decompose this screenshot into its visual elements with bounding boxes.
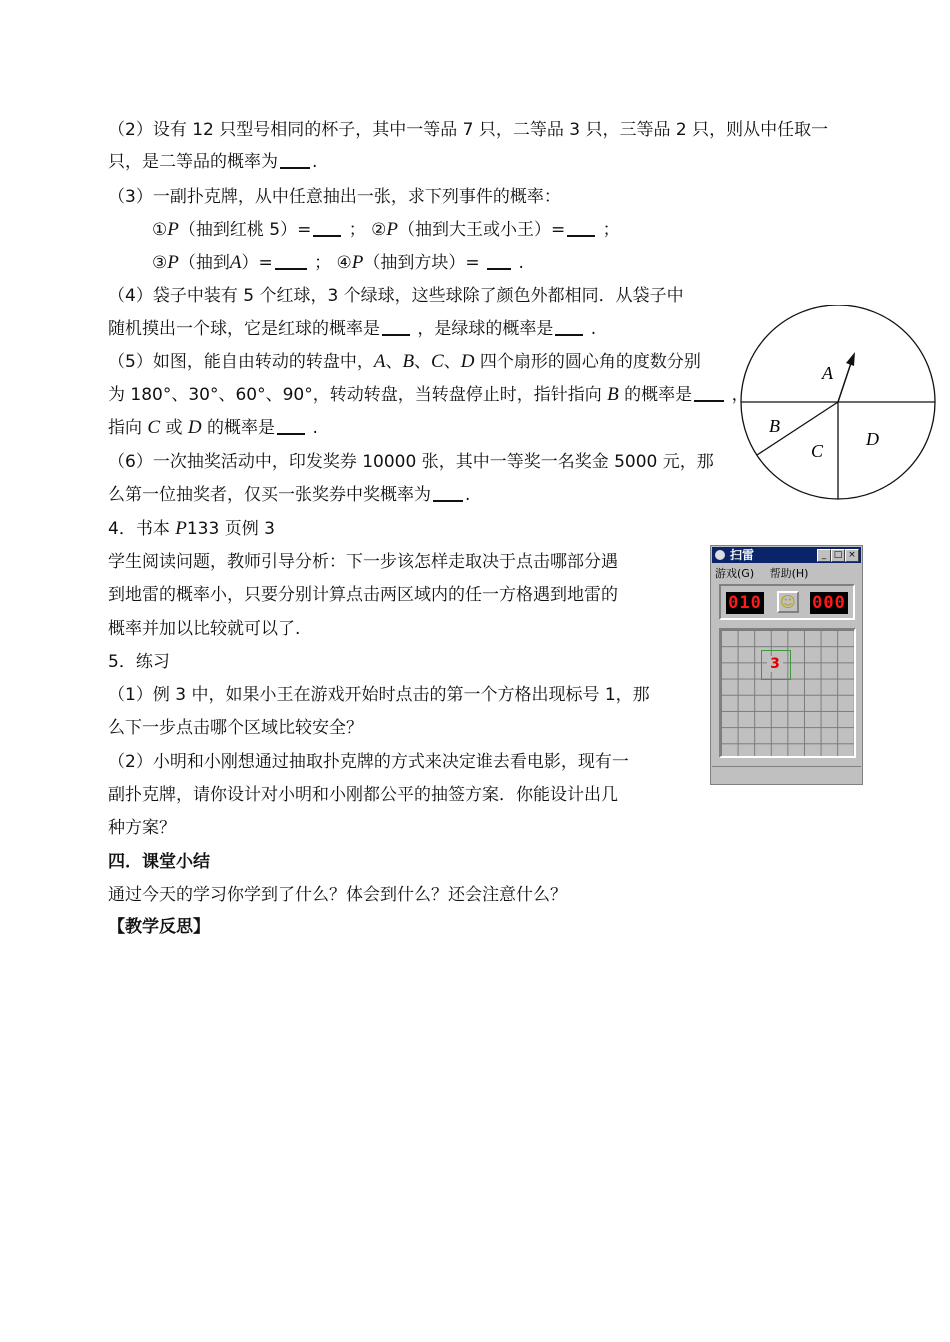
- text-line: [108, 850, 210, 874]
- text-run: （抽到: [178, 253, 230, 273]
- text-run: .: [307, 418, 318, 438]
- timer-display: 000: [810, 592, 848, 614]
- text-run: ）=: [241, 253, 273, 273]
- minesweeper-title: 扫雷: [730, 548, 755, 562]
- text-run: （抽到大王或小王）=: [398, 220, 566, 240]
- text-line: [108, 783, 618, 807]
- answer-blank: [280, 150, 310, 169]
- text-run: （抽到方块）=: [363, 253, 486, 273]
- text-run: 、: [414, 352, 432, 372]
- text-run: 或: [160, 418, 188, 438]
- spinner-pointer: [838, 363, 851, 402]
- maximize-button[interactable]: □: [831, 549, 845, 562]
- text-run: ③: [152, 253, 168, 273]
- answer-blank: [277, 416, 305, 435]
- text-run: 么第一位抽奖者，仅买一张奖券中奖概率为: [108, 485, 431, 505]
- text-run: 四个扇形的圆心角的度数分别: [474, 352, 701, 372]
- text-run: 副扑克牌，请你设计对小明和小刚都公平的抽签方案．你能设计出几: [108, 785, 618, 805]
- text-line: [108, 416, 318, 440]
- text-line: [108, 550, 618, 574]
- minefield-grid[interactable]: [719, 628, 856, 758]
- text-run: 的概率是: [201, 418, 276, 438]
- text-run: 只，是二等品的概率为: [108, 152, 278, 172]
- text-run: 么下一步点击哪个区域比较安全？: [108, 718, 363, 738]
- text-run: .: [312, 152, 318, 172]
- text-run: 、: [443, 352, 461, 372]
- text-run: ①: [152, 220, 168, 240]
- mine-counter: 010: [726, 592, 764, 614]
- math-variable: P: [167, 252, 179, 273]
- answer-blank: [487, 251, 511, 270]
- text-run: ，: [726, 385, 749, 405]
- text-run: 随机摸出一个球，它是红球的概率是: [108, 319, 380, 339]
- spinner-diagram: [738, 305, 938, 505]
- smiley-face-button[interactable]: ☺: [777, 591, 799, 613]
- section-heading: 四．课堂小结: [108, 852, 210, 872]
- math-variable: C: [431, 351, 444, 372]
- math-variable: B: [402, 351, 415, 372]
- text-run: 到地雷的概率小，只要分别计算点击两区域内的任一方格遇到地雷的: [108, 585, 618, 605]
- text-run: 5．练习: [108, 652, 170, 672]
- spinner-label-b: B: [769, 416, 780, 436]
- math-variable: D: [460, 351, 475, 372]
- text-run: 的概率是: [618, 385, 693, 405]
- text-run: 4．书本: [108, 519, 176, 539]
- text-run: 学生阅读问题，教师引导分析：下一步该怎样走取决于点击哪部分遇: [108, 552, 618, 572]
- answer-blank: [555, 317, 583, 336]
- text-line: [108, 650, 170, 674]
- text-line: [108, 317, 596, 341]
- text-line: [152, 251, 524, 275]
- text-line: [108, 517, 275, 541]
- text-line: [108, 683, 650, 707]
- answer-blank: [313, 218, 341, 237]
- text-line: [108, 883, 567, 907]
- text-run: 指向: [108, 418, 148, 438]
- minesweeper-titlebar: [712, 547, 861, 563]
- close-button[interactable]: ×: [845, 549, 859, 562]
- text-line: [108, 383, 749, 407]
- text-run: （2）设有 12 只型号相同的杯子，其中一等品 7 只，二等品 3 只，三等品 2 只，则从中任取一: [108, 120, 829, 140]
- text-run: （4）袋子中装有 5 个红球，3 个绿球，这些球除了颜色外都相同．从袋子中: [108, 286, 684, 306]
- text-line: [108, 150, 317, 174]
- text-run: 概率并加以比较就可以了.: [108, 619, 301, 639]
- text-line: [108, 483, 470, 507]
- answer-blank: [275, 251, 307, 270]
- text-run: .: [465, 485, 471, 505]
- answer-blank: [382, 317, 410, 336]
- text-run: 为 180°、30°、60°、90°，转动转盘，当转盘停止时，指针指向: [108, 385, 608, 405]
- section-heading: 【教学反思】: [108, 917, 210, 937]
- text-run: （2）小明和小刚想通过抽取扑克牌的方式来决定谁去看电影，现有一: [108, 752, 629, 772]
- math-variable: P: [167, 219, 179, 240]
- spinner-label-d: D: [866, 429, 879, 449]
- text-line: [108, 617, 300, 641]
- answer-blank: [433, 483, 463, 502]
- mine-app-icon: [715, 550, 725, 560]
- menu-game[interactable]: 游戏(G): [715, 567, 755, 580]
- spinner-pointer-arrowhead: [846, 352, 855, 366]
- text-line: [108, 450, 714, 474]
- text-line: [152, 218, 620, 242]
- text-run: .: [585, 319, 597, 339]
- text-line: [108, 816, 176, 840]
- text-run: （5）如图，能自由转动的转盘中，: [108, 352, 374, 372]
- text-line: [108, 583, 618, 607]
- revealed-cell-number: 3: [767, 656, 783, 672]
- text-run: 、: [385, 352, 403, 372]
- text-run: .: [513, 253, 524, 273]
- text-line: [108, 915, 210, 939]
- text-run: 种方案？: [108, 818, 176, 838]
- math-variable: A: [229, 252, 242, 273]
- text-line: [108, 118, 828, 142]
- spinner-label-a: A: [822, 363, 833, 383]
- menu-help[interactable]: 帮助(H): [769, 567, 809, 580]
- text-run: ；: [597, 220, 620, 240]
- minesweeper-menubar: [715, 565, 820, 581]
- math-variable: C: [147, 417, 161, 438]
- text-line: [108, 284, 684, 308]
- text-run: 通过今天的学习你学到了什么？体会到什么？还会注意什么？: [108, 885, 567, 905]
- answer-blank: [694, 383, 724, 402]
- spinner-label-c: C: [811, 441, 824, 461]
- text-run: （抽到红桃 5）=: [178, 220, 312, 240]
- minesweeper-footer: [712, 766, 861, 783]
- math-variable: P: [351, 252, 364, 273]
- text-run: ，是绿球的概率是: [412, 319, 554, 339]
- minesweeper-window: [710, 545, 863, 785]
- text-line: [108, 350, 701, 374]
- text-run: （3）一副扑克牌，从中任意抽出一张，求下列事件的概率：: [108, 187, 561, 207]
- text-run: （1）例 3 中，如果小王在游戏开始时点击的第一个方格出现标号 1，那: [108, 685, 650, 705]
- text-run: ； ②: [343, 220, 387, 240]
- text-line: [108, 716, 363, 740]
- minimize-button[interactable]: _: [817, 549, 831, 562]
- text-run: ； ④: [308, 253, 352, 273]
- minesweeper-status-panel: [719, 584, 855, 620]
- text-line: [108, 185, 561, 209]
- math-variable: P: [386, 219, 398, 240]
- text-run: 133 页例 3: [186, 519, 275, 539]
- math-variable: B: [607, 384, 619, 405]
- answer-blank: [567, 218, 595, 237]
- text-line: [108, 750, 629, 774]
- math-variable: D: [187, 417, 202, 438]
- math-variable: A: [373, 351, 386, 372]
- text-run: （6）一次抽奖活动中，印发奖券 10000 张，其中一等奖一名奖金 5000 元，那: [108, 452, 714, 472]
- math-variable: P: [175, 518, 187, 539]
